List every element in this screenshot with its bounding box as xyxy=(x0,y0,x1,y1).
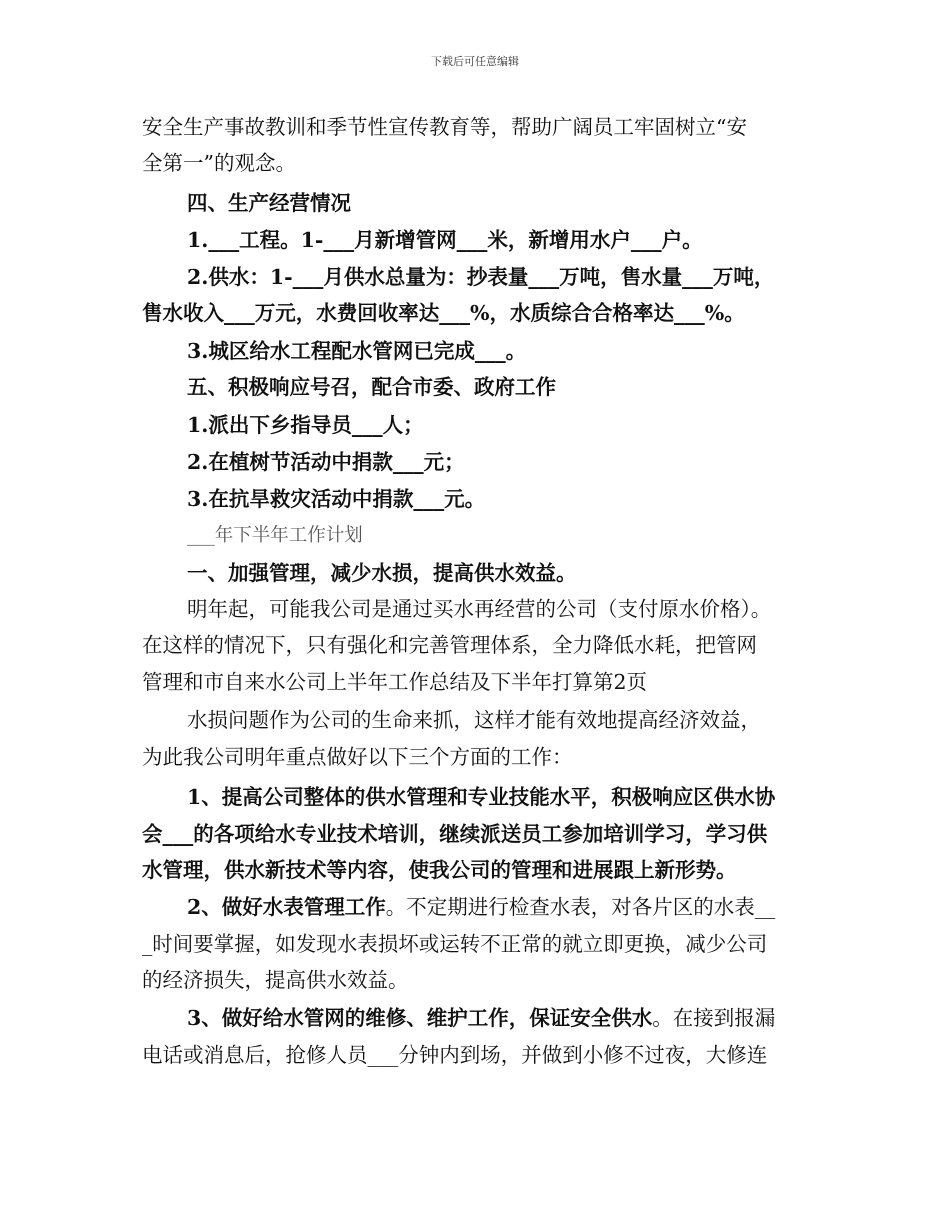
body-line: 1.___工程。1-___月新增管网___米，新增用水户___户。 xyxy=(187,228,703,252)
section-heading-4: 四、生产经营情况 xyxy=(187,191,351,215)
item-3-text: 。在接到报漏 xyxy=(652,1006,776,1030)
section-heading-5: 五、积极响应号召，配合市委、政府工作 xyxy=(187,375,556,399)
body-line: 明年起，可能我公司是通过买水再经营的公司（支付原水价格）。 xyxy=(187,597,772,621)
body-line: 为此我公司明年重点做好以下三个方面的工作： xyxy=(142,745,573,769)
body-line: 安全生产事故教训和季节性宣传教育等，帮助广阔员工牢固树立“安 xyxy=(142,115,747,139)
item-1-line: 1、提高公司整体的供水管理和专业技能水平，积极响应区供水协 xyxy=(187,785,776,809)
item-2-heading: 2、做好水表管理工作 xyxy=(187,895,386,919)
item-2-text: 。不定期进行检查水表，对各片区的水表__ xyxy=(385,895,776,919)
body-line: 1.派出下乡指导员___人； xyxy=(187,413,424,437)
body-line: 3.在抗旱救灾活动中捐款___元。 xyxy=(187,487,486,511)
body-line: 电话或消息后，抢修人员___分钟内到场，并做到小修不过夜，大修连 xyxy=(142,1043,768,1067)
item-3-heading: 3、做好给水管网的维修、维护工作，保证安全供水 xyxy=(187,1006,653,1030)
page-header-note: 下载后可任意编辑 xyxy=(431,55,519,68)
body-line: 全第一”的观念。 xyxy=(142,151,296,175)
body-line: 3.城区给水工程配水管网已完成___。 xyxy=(187,339,527,363)
plan-heading-1: 一、加强管理，减少水损，提高供水效益。 xyxy=(187,561,577,585)
item-3-line xyxy=(187,1005,775,1031)
body-line: 管理和市自来水公司上半年工作总结及下半年打算第2页 xyxy=(142,670,648,694)
body-line: 水损问题作为公司的生命来抓，这样才能有效地提高经济效益， xyxy=(187,708,761,732)
body-line: _时间要掌握，如发现水表损坏或运转不正常的就立即更换，减少公司 xyxy=(142,932,768,956)
item-2-line xyxy=(187,894,775,920)
body-line: 售水收入___万元，水费回收率达___%，水质综合合格率达___%。 xyxy=(142,301,745,325)
item-1-line: 会___的各项给水专业技术培训，继续派送员工参加培训学习，学习供 xyxy=(142,822,768,846)
item-1-line: 水管理，供水新技术等内容，使我公司的管理和进展跟上新形势。 xyxy=(142,858,737,882)
body-line: 2.供水：1-___月供水总量为：抄表量___万吨，售水量___万吨， xyxy=(187,265,775,289)
body-line: 的经济损失，提高供水效益。 xyxy=(142,968,409,992)
body-line: 在这样的情况下，只有强化和完善管理体系，全力降低水耗，把管网 xyxy=(142,633,757,657)
body-line: 2.在植树节活动中捐款___元； xyxy=(187,450,465,474)
plan-title: ___年下半年工作计划 xyxy=(187,525,363,546)
